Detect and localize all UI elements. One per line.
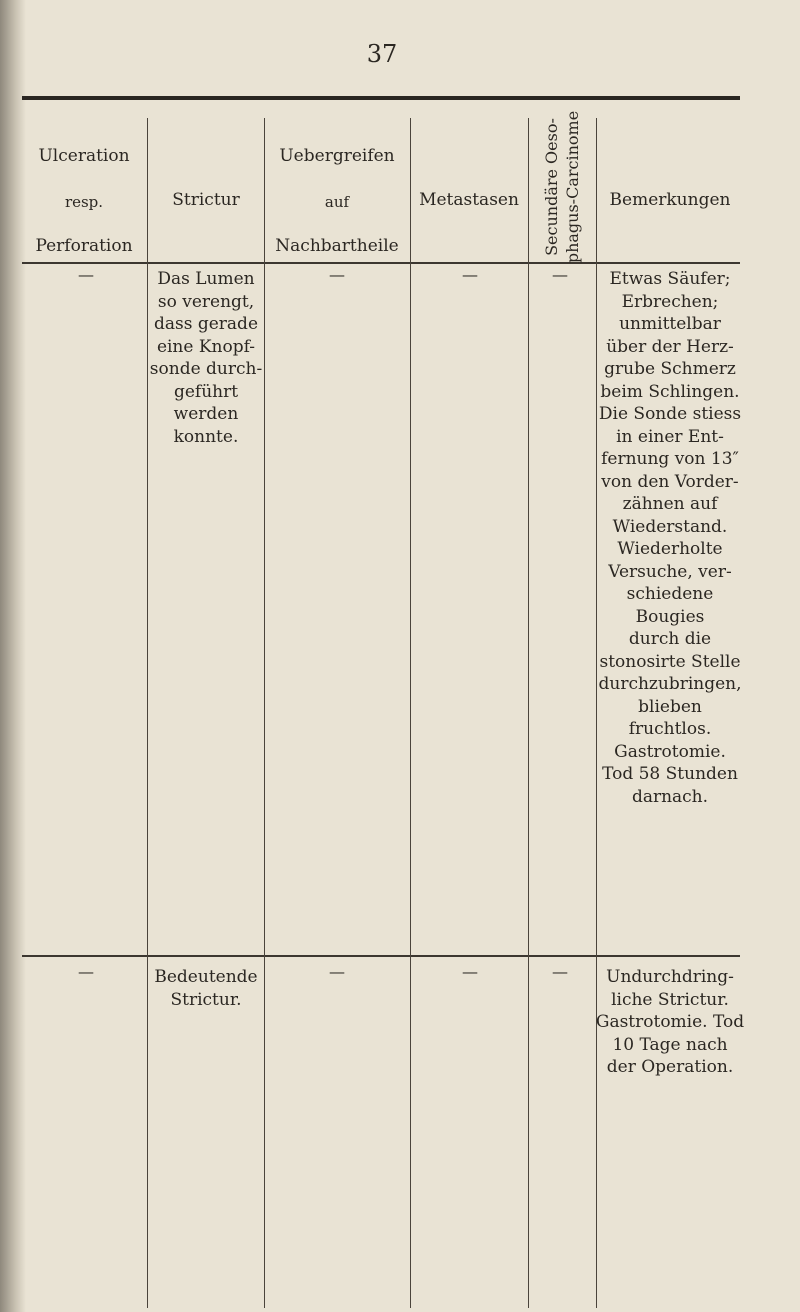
header-uebergreifen-line2: auf bbox=[324, 193, 350, 211]
row1-strictur: Das Lumen so verengt, dass gerade eine Knopf- sonde durch- geführt werden konnte. bbox=[149, 269, 263, 447]
column-rule bbox=[528, 118, 529, 1308]
header-rule bbox=[22, 262, 740, 264]
row1-secundaere: — bbox=[552, 265, 568, 284]
header-strictur: Strictur bbox=[172, 190, 240, 210]
header-secundaere-text: Secundäre Oeso- phagus-Carcinome bbox=[542, 110, 582, 264]
row2-strictur: Bedeutende Strictur. bbox=[154, 967, 258, 1010]
header-ulceration-line1: Ulceration bbox=[38, 146, 130, 166]
header-metastasen: Metastasen bbox=[419, 190, 519, 210]
header-ulceration-line2: resp. bbox=[64, 193, 104, 211]
top-rule bbox=[22, 96, 740, 100]
row1-ulceration: — bbox=[78, 265, 94, 284]
row2-metastasen: — bbox=[462, 962, 478, 981]
row-rule bbox=[22, 955, 740, 957]
row2-bemerkungen: Undurchdring- liche Strictur. Gastrotomie. Tod 10 Tage nach der Operation. bbox=[595, 967, 745, 1077]
column-rule bbox=[410, 118, 411, 1308]
header-bemerkungen: Bemerkungen bbox=[609, 190, 731, 210]
row2-secundaere: — bbox=[552, 962, 568, 981]
header-uebergreifen-line1: Uebergreifen bbox=[279, 146, 395, 166]
header-uebergreifen-line3: Nachbartheile bbox=[275, 236, 399, 256]
row2-ulceration: — bbox=[78, 962, 94, 981]
header-ulceration-line3: Perforation bbox=[35, 236, 133, 256]
row2-uebergreifen: — bbox=[329, 962, 345, 981]
header-secundaere bbox=[528, 110, 596, 264]
book-spine-shadow bbox=[0, 0, 26, 1312]
column-rule bbox=[147, 118, 148, 1308]
page-number: 37 bbox=[366, 40, 398, 68]
row1-bemerkungen: Etwas Säufer; Erbrechen; unmittelbar über der Herz- grube Schmerz beim Schlingen. Die Sonde stiess in einer Ent- fernung von 13″ von den Vorder- zähnen auf Wiederstand. Wiederholte Versuche, ver- schiedene Bougies durch die stonosirte Stelle durchzubringen, blieben fruchtlos. Gastrotomie. Tod 58 Stunden darnach. bbox=[598, 269, 742, 807]
column-rule bbox=[264, 118, 265, 1308]
row1-metastasen: — bbox=[462, 265, 478, 284]
row1-uebergreifen: — bbox=[329, 265, 345, 284]
